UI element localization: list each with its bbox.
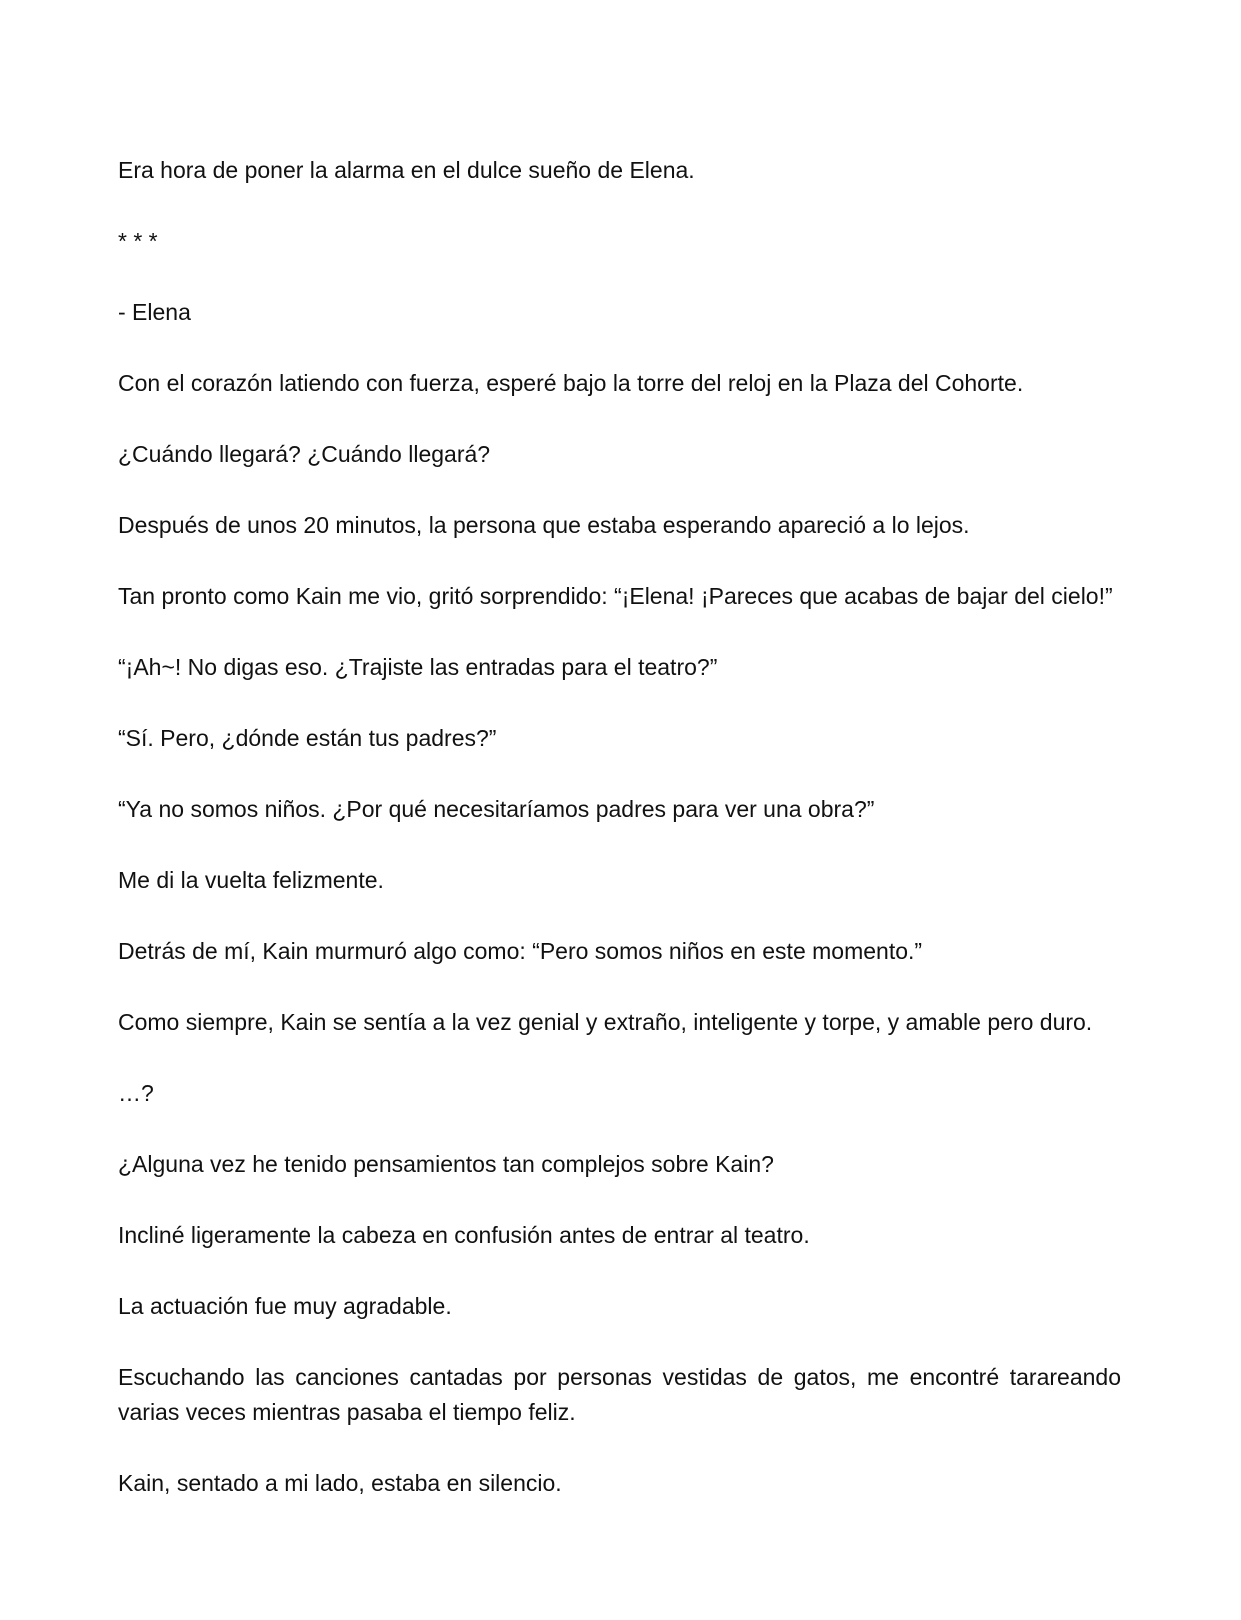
scene-break: * * * xyxy=(118,228,158,254)
pov-heading: - Elena xyxy=(118,299,191,325)
document-page xyxy=(118,153,1121,1501)
paragraph: …? xyxy=(118,1080,154,1106)
paragraph: Como siempre, Kain se sentía a la vez genial y extraño, inteligente y torpe, y amable pero duro. xyxy=(118,1009,1093,1035)
paragraph: Me di la vuelta felizmente. xyxy=(118,867,384,893)
paragraph: ¿Cuándo llegará? ¿Cuándo llegará? xyxy=(118,441,491,467)
paragraph: “Sí. Pero, ¿dónde están tus padres?” xyxy=(118,725,497,751)
paragraph: “¡Ah~! No digas eso. ¿Trajiste las entradas para el teatro?” xyxy=(118,654,718,680)
paragraph: Después de unos 20 minutos, la persona que estaba esperando apareció a lo lejos. xyxy=(118,512,970,538)
paragraph: Tan pronto como Kain me vio, gritó sorprendido: “¡Elena! ¡Pareces que acabas de bajar del cielo!” xyxy=(118,583,1113,609)
paragraph: Era hora de poner la alarma en el dulce sueño de Elena. xyxy=(118,157,695,183)
paragraph: Detrás de mí, Kain murmuró algo como: “Pero somos niños en este momento.” xyxy=(118,938,923,964)
paragraph: “Ya no somos niños. ¿Por qué necesitaríamos padres para ver una obra?” xyxy=(118,796,875,822)
paragraph: Kain, sentado a mi lado, estaba en silencio. xyxy=(118,1470,562,1496)
paragraph: Con el corazón latiendo con fuerza, esperé bajo la torre del reloj en la Plaza del Cohorte. xyxy=(118,370,1024,396)
paragraph: ¿Alguna vez he tenido pensamientos tan complejos sobre Kain? xyxy=(118,1151,774,1177)
paragraph: Incliné ligeramente la cabeza en confusión antes de entrar al teatro. xyxy=(118,1222,810,1248)
paragraph: Escuchando las canciones cantadas por personas vestidas de gatos, me encontré tarareando varias veces mientras pasaba el tiempo feliz. xyxy=(118,1364,1121,1425)
paragraph: La actuación fue muy agradable. xyxy=(118,1293,452,1319)
